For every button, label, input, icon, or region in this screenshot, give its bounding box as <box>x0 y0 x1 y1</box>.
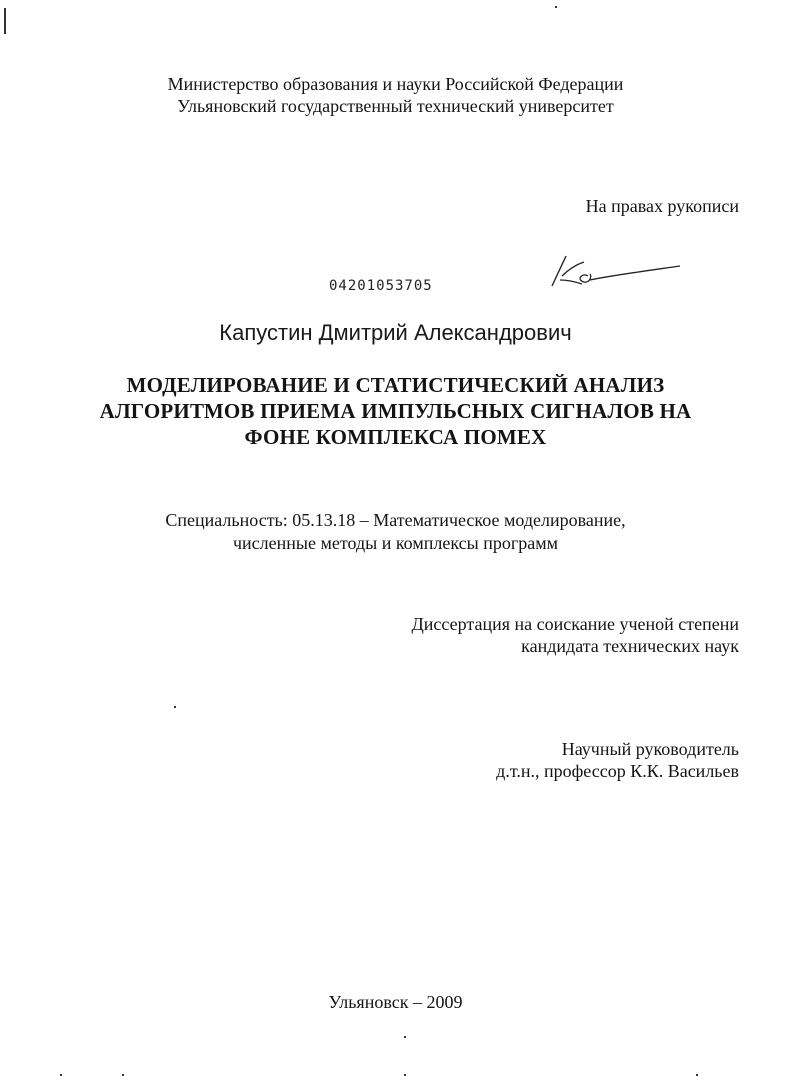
scan-artifact <box>404 1074 406 1076</box>
scan-artifact <box>555 6 557 8</box>
university-line: Ульяновский государственный технический университет <box>177 96 614 116</box>
title-line-2: АЛГОРИТМОВ ПРИЕМА ИМПУЛЬСНЫХ СИГНАЛОВ НА <box>99 399 692 423</box>
scan-artifact <box>696 1074 698 1076</box>
scan-artifact <box>60 1074 62 1076</box>
advisor-name: д.т.н., профессор К.К. Васильев <box>496 761 739 781</box>
scan-artifact <box>4 8 6 34</box>
title-line-3: ФОНЕ КОМПЛЕКСА ПОМЕХ <box>244 425 547 449</box>
manuscript-note: На правах рукописи <box>585 196 739 216</box>
scan-artifact <box>174 706 176 708</box>
degree-line-2: кандидата технических наук <box>521 636 739 656</box>
degree-line-1: Диссертация на соискание ученой степени <box>411 614 739 634</box>
city-year: Ульяновск – 2009 <box>328 992 463 1012</box>
signature <box>548 250 688 295</box>
advisor-label: Научный руководитель <box>561 739 739 759</box>
ministry-line: Министерство образования и науки Российской Федерации <box>167 74 624 94</box>
title-line-1: МОДЕЛИРОВАНИЕ И СТАТИСТИЧЕСКИЙ АНАЛИЗ <box>126 373 665 397</box>
scan-artifact <box>122 1074 124 1076</box>
scan-artifact <box>404 1036 406 1038</box>
author-name: Капустин Дмитрий Александрович <box>219 320 572 345</box>
document-code: 04201053705 <box>329 278 433 294</box>
specialty-line-1: Специальность: 05.13.18 – Математическое моделирование, <box>165 510 626 530</box>
specialty-line-2: численные методы и комплексы программ <box>232 533 559 553</box>
